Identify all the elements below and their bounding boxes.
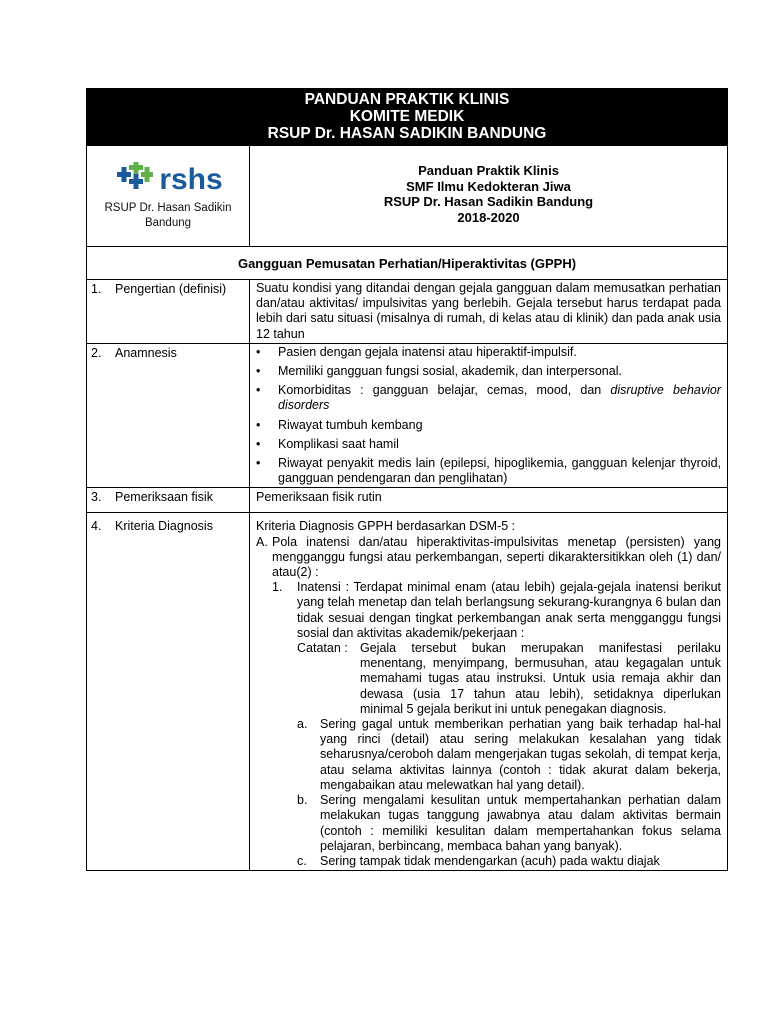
topic-row	[87, 247, 728, 280]
header-banner	[87, 89, 728, 146]
catatan-label: Catatan :	[297, 641, 348, 656]
symptom-item-b	[297, 793, 721, 854]
header-row	[87, 89, 728, 146]
symptom-text: Sering gagal untuk memberikan perhatian yang baik terhadap hal-hal yang rinci (detail) atau sering melakukan kesalahan yang tidak seharusnya/ceroboh dalam mengerjakan tugas sekolah, di tempat kerja, atau selama aktivitas lainnya (contoh : tidak akurat dalam bekerja, mengabaikan atau melewatkan hal yang detail).	[320, 717, 721, 792]
criteria-intro: Kriteria Diagnosis GPPH berdasarkan DSM-5 :	[256, 519, 516, 534]
inatensi-marker: 1.	[272, 580, 283, 595]
list-item-text: Pasien dengan gejala inatensi atau hiperaktif-impulsif.	[278, 344, 577, 359]
bullet: •	[256, 456, 261, 471]
list-item	[256, 418, 721, 433]
label-anamnesis	[87, 343, 250, 488]
inatensi-text: Inatensi : Terdapat minimal enam (atau lebih) gejala-gejala inatensi berikut yang telah menetap dan telah berlangsung sekurang-kurangnya 6 bulan dan tidak sesuai dengan tingkat perkembangan anak serta mengganggu fungsi sosial dan aktivitas akademik/pekerjaan :	[297, 580, 721, 640]
list-item	[256, 364, 721, 379]
list-item	[256, 437, 721, 452]
catatan-note	[297, 641, 721, 717]
catatan-text: Gejala tersebut bukan merupakan manifestasi perilaku menentang, menyimpang, bermusuhan, atau kegagalan untuk memahami tugas atau instruksi. Untuk usia remaja akhir dan dewasa (usia 17 tahun atau lebih), setidaknya diperlukan minimal 5 gejala berikut ini untuk penegakan diagnosis.	[360, 641, 721, 716]
topic-title: Gangguan Pemusatan Perhatian/Hiperaktivitas (GPPH)	[87, 247, 728, 280]
row-number: 4.	[91, 519, 102, 534]
header-line-2: KOMITE MEDIK	[349, 108, 465, 125]
symptom-marker: a.	[297, 717, 308, 732]
row-pengertian	[87, 280, 728, 344]
row-number: 2.	[91, 345, 102, 360]
label-pengertian	[87, 280, 250, 344]
bullet: •	[256, 417, 261, 432]
criteria-a-marker: A.	[256, 534, 268, 549]
logo-title-row	[87, 146, 728, 247]
criteria-a-text: Pola inatensi dan/atau hiperaktivitas-impulsivitas menetap (persisten) yang mengganggu fungsi atau perkembangan, seperti dikaraktersitikkan oleh (1) dan/ atau(2) :	[272, 534, 721, 580]
content-pengertian: Suatu kondisi yang ditandai dengan gejala gangguan dalam memusatkan perhatian dan/atau aktivitas/ impulsivitas yang berlebih. Gejala tersebut harus terdapat pada lebih dari satu situasi (misalnya di rumah, di kelas atau di klinik) dan pada anak usia 12 tahun	[250, 280, 728, 344]
content-kriteria-diagnosis	[250, 513, 728, 871]
list-item	[256, 345, 721, 360]
title-line-4: 2018-2020	[457, 209, 520, 225]
list-item-text: Memiliki gangguan fungsi sosial, akademik, dan interpersonal.	[278, 364, 622, 379]
label-pemeriksaan-fisik	[87, 488, 250, 513]
list-item-text: Riwayat penyakit medis lain (epilepsi, hipoglikemia, gangguan kelenjar thyroid, gangguan pendengaran dan penglihatan)	[278, 456, 721, 486]
row-label: Pemeriksaan fisik	[115, 490, 213, 505]
list-item	[256, 456, 721, 486]
row-number: 1.	[91, 282, 102, 296]
comorbidity-text: Komorbiditas : gangguan belajar, cemas, mood, dan	[278, 383, 611, 398]
criteria-inatensi	[272, 580, 721, 641]
title-line-1: Panduan Praktik Klinis	[418, 163, 559, 178]
bullet: •	[256, 436, 261, 451]
content-anamnesis	[250, 343, 728, 488]
row-anamnesis	[87, 343, 728, 488]
row-label: Kriteria Diagnosis	[115, 519, 213, 534]
title-line-2: SMF Ilmu Kedokteran Jiwa	[406, 178, 571, 194]
symptom-item-c	[297, 854, 721, 869]
label-kriteria-diagnosis	[87, 513, 250, 871]
row-kriteria-diagnosis	[87, 513, 728, 871]
list-item-text	[278, 383, 721, 413]
list-item-text: Riwayat tumbuh kembang	[278, 417, 423, 432]
row-label: Anamnesis	[115, 345, 177, 360]
logo-caption-line-2: Bandung	[144, 217, 192, 229]
symptom-marker: c.	[297, 853, 307, 868]
symptom-item-a	[297, 717, 721, 793]
row-label: Pengertian (definisi)	[115, 282, 227, 296]
bullet: •	[256, 344, 261, 359]
list-item-text: Komplikasi saat hamil	[278, 436, 399, 451]
logo-caption	[87, 201, 249, 231]
list-item	[256, 383, 721, 413]
symptom-marker: b.	[297, 793, 308, 808]
bullet: •	[256, 364, 261, 379]
content-pemeriksaan-fisik: Pemeriksaan fisik rutin	[250, 488, 728, 513]
symptom-text: Sering tampak tidak mendengarkan (acuh) pada waktu diajak	[320, 853, 660, 868]
row-pemeriksaan-fisik	[87, 488, 728, 513]
logo-cell	[87, 146, 250, 247]
hospital-logo	[87, 159, 249, 195]
symptom-text: Sering mengalami kesulitan untuk mempertahankan perhatian dalam melakukan tugas tanggung jawabnya atau dalam aktivitas bermain (contoh : memiliki kesulitan dalam mempertahankan fokus selama pelajaran, berbincang, membaca bahan yang banyak).	[320, 793, 721, 853]
medical-cross-logo-icon	[113, 162, 155, 192]
title-cell	[250, 146, 728, 247]
header-line-3: RSUP Dr. HASAN SADIKIN BANDUNG	[267, 125, 547, 142]
bullet: •	[256, 383, 261, 398]
title-line-3: RSUP Dr. Hasan Sadikin Bandung	[383, 194, 594, 209]
header-line-1: PANDUAN PRAKTIK KLINIS	[304, 91, 510, 108]
criteria-a	[256, 535, 721, 581]
logo-brand-text: rshs	[159, 163, 223, 196]
clinical-guideline-table	[86, 88, 728, 871]
row-number: 3.	[91, 490, 102, 505]
comorbidity-emphasis: disruptive behavior disorders	[278, 383, 722, 413]
logo-caption-line-1: RSUP Dr. Hasan Sadikin	[104, 202, 232, 214]
